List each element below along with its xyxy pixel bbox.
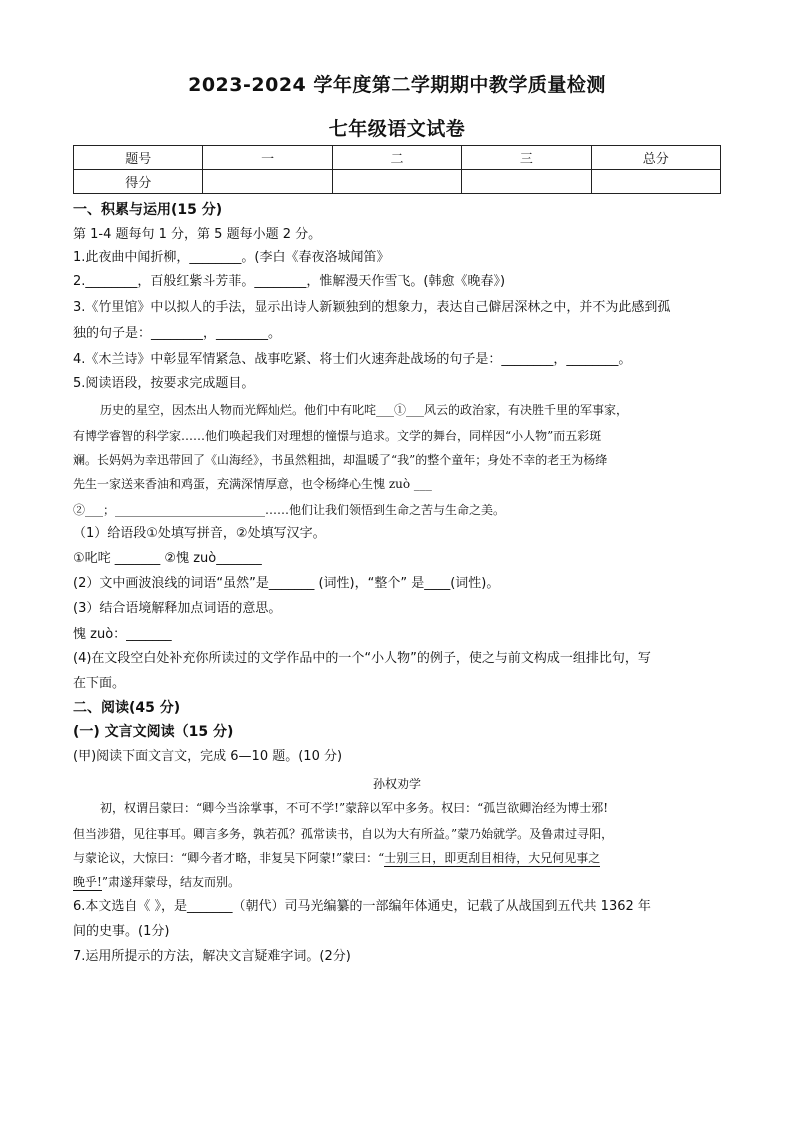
exam-subtitle: 七年级语文试卷 [328, 118, 466, 140]
question-5-1-answer: ①叱咤 _______ ②愧 zuò_______ [73, 551, 262, 566]
question-5-4-line-2: 在下面。 [73, 676, 126, 691]
score-table-header-row [74, 146, 721, 170]
score-header-cell: 一 [203, 146, 332, 170]
exam-title: 2023-2024 学年度第二学期期中教学质量检测 [188, 74, 606, 96]
passage-line-1: 历史的星空，因杰出人物而光辉灿烂。他们中有叱咤___①___风云的政治家，有决胜千里的军事家， [100, 403, 629, 417]
question-3-line-1: 3.《竹里馆》中以拟人的手法，显示出诗人新颖独到的想象力，表达自己僻居深林之中，并不为此感到孤 [73, 300, 671, 315]
question-5-3: (3）结合语境解释加点词语的意思。 [73, 601, 282, 616]
question-5-4-line-1: (4)在文段空白处补充你所读过的文学作品中的一个“小人物”的例子，使之与前文构成一组排比句，写 [73, 651, 651, 666]
question-2: 2.________，百般红紫斗芳菲。________，惟解漫天作雪飞。(韩愈《晚春》) [73, 274, 506, 289]
section-1-heading: 一、积累与运用(15 分) [73, 202, 223, 218]
section-1-note: 第 1-4 题每句 1 分，第 5 题每小题 2 分。 [73, 227, 322, 242]
section-2-1-heading: (一) 文言文阅读（15 分) [73, 724, 234, 740]
question-6-line-1: 6.本文选自《 》，是_______（朝代）司马光编纂的一部编年体通史，记载了从战国到五代共 1362 年 [73, 899, 651, 914]
question-5-3-answer: 愧 zuò：_______ [73, 627, 172, 642]
classical-text-line-4 [73, 874, 723, 891]
classical-text-line-2: 但当涉猎，见往事耳。卿言多务，孰若孤？孤常读书，自以为大有所益。”蒙乃始就学。及鲁肃过寻阳， [73, 827, 614, 841]
score-cell[interactable] [591, 170, 720, 194]
classical-text-line-1: 初，权谓吕蒙曰：“卿今当涂掌事，不可不学!”蒙辞以军中多务。权曰：“孤岂欲卿治经为博士邪! [100, 801, 609, 815]
score-table-score-row [74, 170, 721, 194]
classical-text-plain: 与蒙论议，大惊曰：“卿今者才略，非复吴下阿蒙!”蒙曰：“ [73, 851, 385, 865]
passage-line-2: 有博学睿智的科学家……他们唤起我们对理想的憧憬与追求。文学的舞台，同样因“小人物”而五彩斑 [73, 429, 602, 443]
reading-jia-instruction: (甲)阅读下面文言文，完成 6—10 题。(10 分) [73, 749, 343, 764]
score-table [73, 145, 721, 194]
section-2-heading: 二、阅读(45 分) [73, 700, 181, 716]
score-row-label: 得分 [74, 170, 203, 194]
question-1: 1.此夜曲中闻折柳，________。(李白《春夜洛城闻笛》 [73, 250, 390, 265]
classical-text-plain: ”肃遂拜蒙母，结友而别。 [101, 875, 240, 889]
question-5-2: (2）文中画波浪线的词语“虽然”是_______ (词性)，“整个” 是____(词性)。 [73, 576, 500, 591]
passage-line-3: 斓。长妈妈为幸迅带回了《山海经》，书虽然粗拙，却温暖了“我”的整个童年；身处不幸的老王为杨绛 [73, 453, 608, 467]
question-3-line-2: 独的句子是：________，________。 [73, 326, 282, 341]
score-header-cell: 二 [332, 146, 461, 170]
question-5: 5.阅读语段，按要求完成题目。 [73, 376, 255, 391]
question-4: 4.《木兰诗》中彰显军情紧急、战事吃紧、将士们火速奔赴战场的句子是：________，________。 [73, 352, 632, 367]
score-header-cell: 总分 [591, 146, 720, 170]
classical-text-title: 孙权劝学 [372, 777, 421, 791]
score-cell[interactable] [332, 170, 461, 194]
passage-line-5: ②___；_________________________……他们让我们领悟到生命之苦与生命之美。 [73, 503, 506, 517]
underlined-sentence: 晚乎! [73, 875, 102, 889]
passage-line-4: 先生一家送来香油和鸡蛋，充满深情厚意，也令杨绛心生愧 zuò ___ [73, 477, 432, 491]
underlined-sentence: 士别三日，即更刮目相待，大兄何见事之 [384, 851, 601, 865]
question-5-1: （1）给语段①处填写拼音，②处填写汉字。 [73, 526, 326, 541]
score-header-cell: 题号 [74, 146, 203, 170]
question-6-line-2: 间的史事。(1分) [73, 924, 170, 939]
score-cell[interactable] [462, 170, 591, 194]
question-7: 7.运用所提示的方法，解决文言疑难字词。(2分) [73, 949, 351, 964]
score-cell[interactable] [203, 170, 332, 194]
classical-text-line-3 [73, 850, 723, 867]
score-header-cell: 三 [462, 146, 591, 170]
